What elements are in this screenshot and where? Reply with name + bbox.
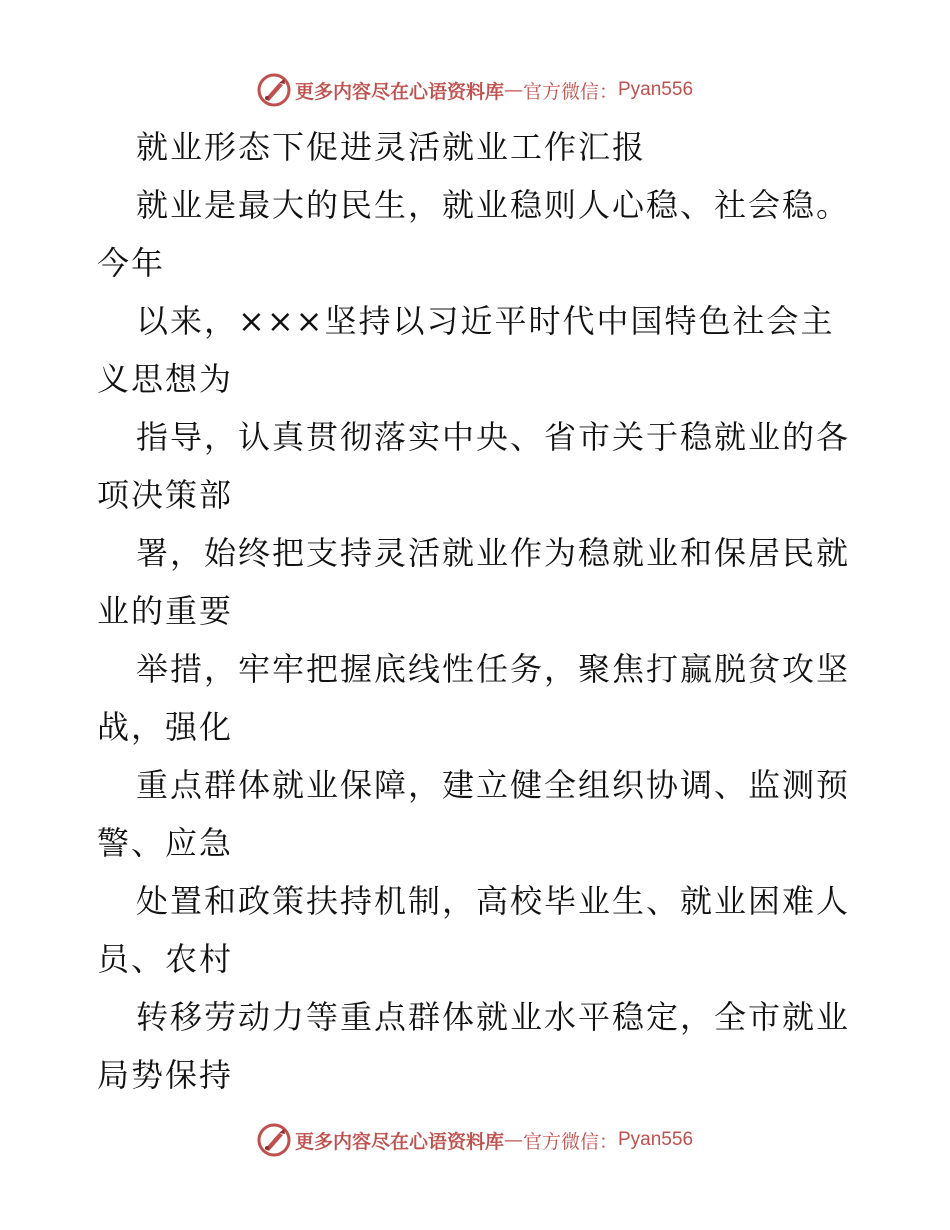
paragraph-line: 局势保持 <box>97 1056 234 1094</box>
watermark-separator: — <box>503 1129 523 1151</box>
watermark-wechat-id: Pyan556 <box>618 79 694 100</box>
paragraph-line: 今年 <box>97 244 166 282</box>
paragraph-line: 处置和政策扶持机制，高校毕业生、就业困难人 <box>136 882 851 920</box>
paragraph-line: 义思想为 <box>97 360 234 398</box>
footer-watermark <box>0 1120 950 1160</box>
paragraph-line: 举措，牢牢把握底线性任务，聚焦打赢脱贫攻坚 <box>136 650 851 688</box>
watermark-wechat-label: 官方微信： <box>522 80 618 103</box>
watermark-prefix: 更多内容尽在心语资料库 <box>294 80 504 103</box>
paragraph-line: 重点群体就业保障，建立健全组织协调、监测预 <box>136 766 851 804</box>
paragraph-line: 警、应急 <box>97 824 234 862</box>
watermark-wechat-label: 官方微信： <box>522 1130 618 1153</box>
paragraph-line: 指导，认真贯彻落实中央、省市关于稳就业的各 <box>136 418 851 456</box>
paragraph-line: 项决策部 <box>97 476 234 514</box>
paragraph-line: 员、农村 <box>97 940 234 978</box>
paragraph-line: 战，强化 <box>97 708 234 746</box>
paragraph-line: 转移劳动力等重点群体就业水平稳定，全市就业 <box>136 998 851 1036</box>
paragraph-line: 署，始终把支持灵活就业作为稳就业和保居民就 <box>136 534 851 572</box>
watermark-wechat-id: Pyan556 <box>618 1129 694 1150</box>
watermark-prefix: 更多内容尽在心语资料库 <box>294 1130 504 1153</box>
quill-pen-logo-icon <box>257 1123 291 1157</box>
watermark-separator: — <box>503 79 523 101</box>
paragraph-line: 就业是最大的民生，就业稳则人心稳、社会稳。 <box>136 186 851 224</box>
paragraph-line: 业的重要 <box>97 592 234 630</box>
document-title: 就业形态下促进灵活就业工作汇报 <box>136 128 647 166</box>
paragraph-line: 以来，×××坚持以习近平时代中国特色社会主 <box>136 302 835 340</box>
